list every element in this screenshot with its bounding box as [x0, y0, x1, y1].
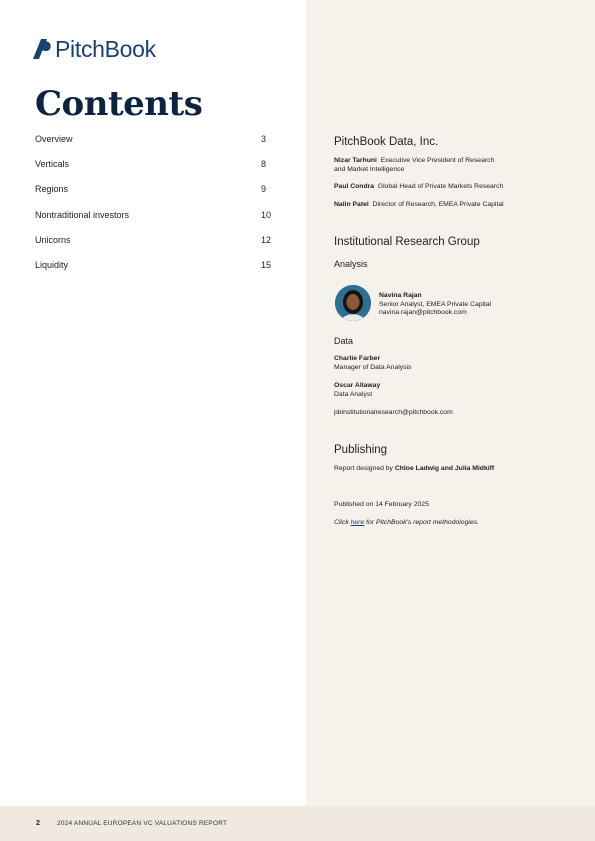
toc-item-page: 15	[261, 259, 272, 270]
toc-item[interactable]	[35, 159, 275, 184]
leader-role: Executive Vice President of Research	[380, 157, 495, 164]
leader-role-continued: and Market Intelligence	[334, 165, 405, 173]
analyst-name: Navina Rajan	[379, 292, 422, 299]
footer-report-title: 2024 ANNUAL EUROPEAN VC VALUATIONS REPORT	[57, 820, 228, 827]
toc-item-page: 3	[261, 134, 267, 144]
methodology-note	[334, 519, 584, 528]
leader-entry	[334, 183, 584, 192]
leader-role: Global Head of Private Markets Research	[377, 183, 504, 190]
toc-item[interactable]	[35, 235, 275, 260]
table-of-contents	[35, 134, 275, 285]
toc-item-page: 12	[261, 234, 272, 245]
publishing-heading: Publishing	[334, 444, 388, 456]
analyst-role: Senior Analyst, EMEA Private Capital	[379, 300, 492, 308]
toc-item[interactable]	[35, 210, 275, 235]
pitchbook-logo	[32, 36, 156, 62]
group-heading: Institutional Research Group	[334, 236, 480, 248]
data-team-name: Charlie Farber	[334, 355, 381, 362]
toc-item-page: 9	[261, 184, 267, 195]
methodology-link[interactable]: here	[350, 519, 365, 526]
data-team-role: Data Analyst	[334, 390, 373, 398]
pitchbook-logo-icon	[32, 38, 52, 60]
toc-item[interactable]	[35, 260, 275, 285]
data-team-name: Oscar Allaway	[334, 382, 381, 389]
data-team-entry	[334, 382, 584, 399]
logo-text: PitchBook	[55, 35, 156, 62]
analyst-info	[379, 292, 579, 318]
data-team-role: Manager of Data Analysis	[334, 363, 412, 371]
published-date: Published on 14 February 2025	[334, 501, 429, 508]
click-prefix: Click	[334, 519, 351, 526]
click-suffix: for PitchBook's report methodologies.	[364, 519, 479, 526]
analysis-heading: Analysis	[334, 259, 368, 269]
company-heading: PitchBook Data, Inc.	[334, 136, 439, 148]
leader-role: Director of Research, EMEA Private Capital	[372, 201, 504, 208]
toc-item-label: Nontraditional investors	[35, 209, 130, 220]
designers: Chloe Ladwig and Julia Midkiff	[394, 465, 495, 472]
page-title: Contents	[35, 84, 203, 124]
toc-item-label: Liquidity	[35, 259, 69, 270]
analyst-photo	[335, 285, 371, 321]
leader-name: Nalin Patel	[334, 201, 369, 208]
toc-item-label: Verticals	[35, 159, 70, 170]
group-email[interactable]: pbinstitutionalresearch@pitchbook.com	[334, 409, 453, 416]
data-team-entry	[334, 355, 584, 372]
leader-name: Paul Condra	[334, 183, 375, 190]
toc-item-page: 10	[261, 209, 272, 220]
right-panel	[306, 0, 595, 806]
footer-page-number: 2	[36, 820, 40, 827]
leader-entry	[334, 157, 584, 174]
analyst-avatar	[335, 285, 371, 321]
data-heading: Data	[334, 336, 354, 346]
designed-by-prefix: Report designed by	[334, 465, 395, 472]
leader-name: Nizar Tarhuni	[334, 157, 377, 164]
leader-entry	[334, 201, 584, 210]
toc-item-label: Regions	[35, 184, 69, 195]
toc-item-page: 8	[261, 159, 267, 170]
designed-by	[334, 465, 584, 474]
toc-item-label: Overview	[35, 134, 73, 144]
toc-item[interactable]	[35, 184, 275, 209]
analyst-email[interactable]: navina.rajan@pitchbook.com	[379, 309, 467, 317]
toc-item[interactable]	[35, 134, 275, 159]
toc-item-label: Unicorns	[35, 234, 71, 245]
